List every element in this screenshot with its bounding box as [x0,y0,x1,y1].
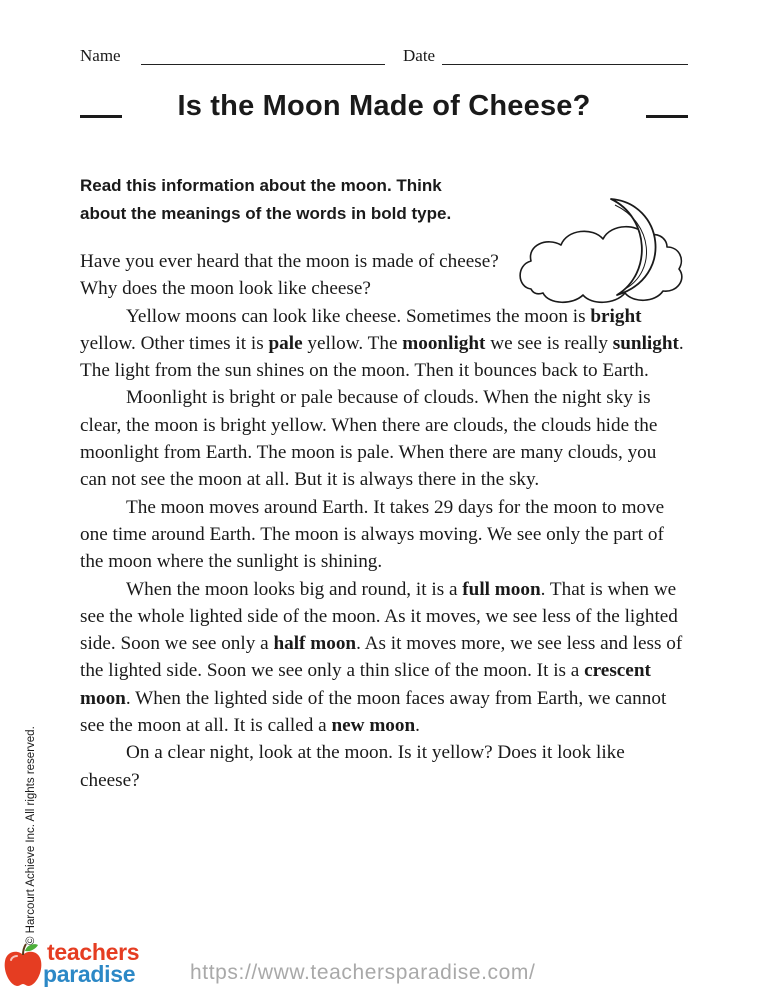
date-blank-line[interactable] [442,64,688,65]
paragraph [80,576,686,740]
bold-term: crescent moon [80,660,651,709]
teachers-paradise-logo[interactable] [2,938,162,990]
title-dash-right [646,115,688,118]
bold-term: new moon [331,715,416,737]
text-run: . As it moves more, we see less and less of the lighted side. Soon we see only a thin slice of the moon. It is a [80,633,683,682]
text-run: When the moon looks big and round, it is a [126,578,463,600]
page-title: Is the Moon Made of Cheese? [177,90,591,122]
text-run: . [415,715,420,737]
text-run: . When the lighted side of the moon faces away from Earth, we cannot see the moon at all. It is called a [80,687,667,737]
text-run: . The light from the sun shines on the moon. Then it bounces back to Earth. [80,332,684,382]
bold-term: sunlight [612,332,679,354]
paragraph [80,384,686,493]
logo-text-line-1: teachers [47,939,140,965]
reading-passage [80,248,686,794]
bold-term: full moon [462,578,541,600]
text-run: yellow. The [302,332,403,354]
text-run: Moonlight is bright or pale because of clouds. When the night sky is clear, the moon is bright yellow. When there are clouds, the clouds hide the moonlight from Earth. The moon is pale. When there are many clouds, you can not see the moon at all. But it is always there in the sky. [80,387,658,491]
paragraph [80,248,500,303]
instructions-line-2: about the meanings of the words in bold type. [80,204,452,223]
copyright-notice: © Harcourt Achieve Inc. All rights reserved. [25,726,37,945]
name-blank-line[interactable] [141,64,385,65]
bold-term: pale [268,332,303,354]
paragraph [80,303,686,385]
date-label: Date [403,46,436,65]
text-run: Have you ever heard that the moon is made of cheese? Why does the moon look like cheese? [80,251,499,300]
text-run: we see is really [485,332,613,354]
text-run: yellow. Other times it is [80,332,269,354]
logo-text-line-2: paradise [43,961,136,987]
name-date-header [80,44,688,68]
name-label: Name [80,46,121,65]
bold-term: bright [590,305,642,327]
instructions [80,172,520,228]
title-row [80,84,688,134]
bold-term: moonlight [402,332,486,354]
text-run: On a clear night, look at the moon. Is it yellow? Does it look like cheese? [80,742,625,791]
text-run: . That is when we see the whole lighted side of the moon. As it moves, we see less of the lighted side. Soon we see only a [80,578,678,655]
paragraph [80,494,686,576]
paragraph [80,739,686,794]
text-run: The moon moves around Earth. It takes 29 days for the moon to move one time around Earth. The moon is always moving. We see only the part of the moon where the sunlight is shining. [80,496,665,573]
bold-term: half moon [273,633,357,655]
apple-icon [2,942,44,988]
text-run: Yellow moons can look like cheese. Sometimes the moon is [126,305,591,327]
website-url[interactable]: https://www.teachersparadise.com/ [190,961,536,984]
instructions-line-1: Read this information about the moon. Think [80,176,442,195]
